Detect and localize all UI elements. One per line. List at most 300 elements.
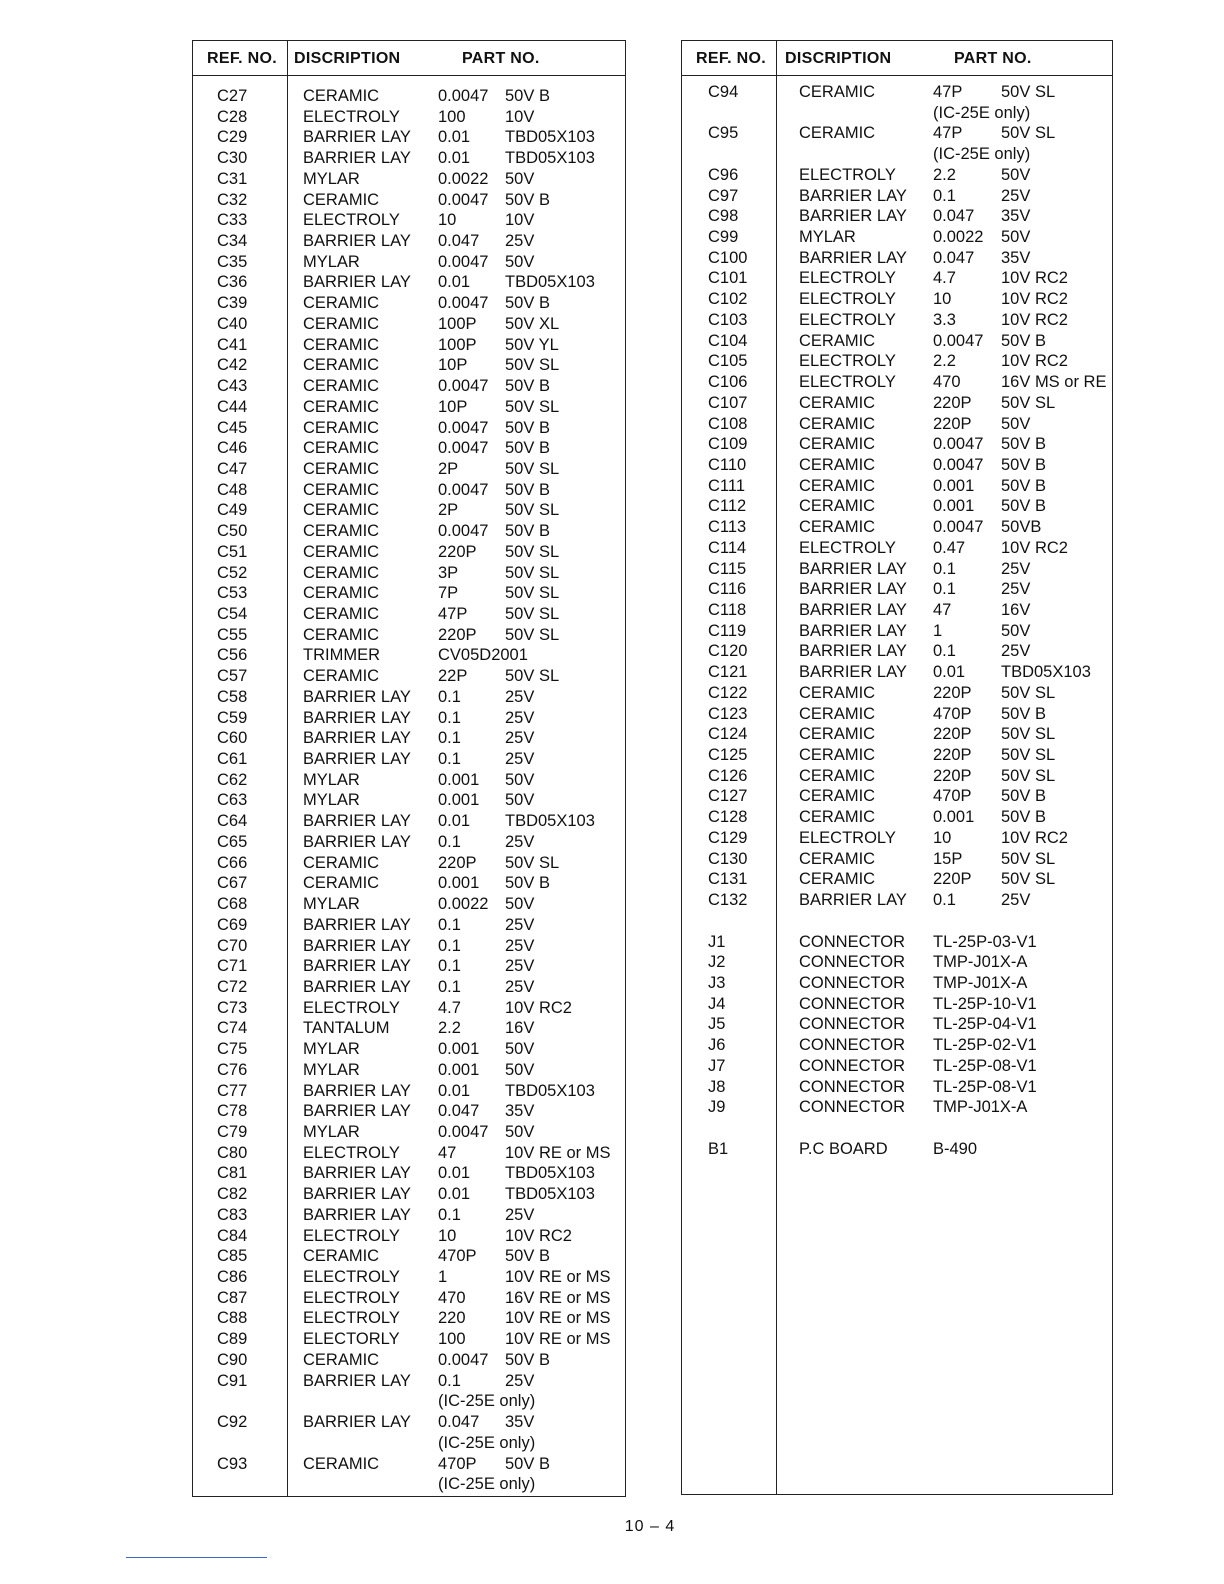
- spec-cell: 50V SL: [505, 853, 560, 872]
- ref-no-cell: C125: [708, 746, 748, 765]
- description-cell: ELECTROLY: [303, 107, 400, 126]
- spec-cell: 50V SL: [1001, 83, 1056, 101]
- ref-no-cell: C49: [217, 501, 248, 520]
- value-cell: 100: [438, 107, 466, 126]
- value-cell: 2.2: [933, 165, 956, 184]
- ref-no-cell: J3: [708, 973, 726, 992]
- value-cell: 0.1: [933, 891, 956, 910]
- value-cell: 10: [438, 1226, 457, 1245]
- value-cell: CV05D2001: [438, 646, 528, 665]
- description-cell: TRIMMER: [303, 646, 380, 665]
- ref-no-cell: C129: [708, 828, 748, 847]
- spec-cell: 50V: [1001, 414, 1031, 433]
- ref-no-cell: C44: [217, 397, 248, 416]
- spec-cell: 35V: [1001, 207, 1031, 226]
- description-cell: BARRIER LAY: [799, 891, 907, 910]
- spec-cell: 16V: [505, 1019, 535, 1038]
- value-cell: 220P: [438, 853, 477, 872]
- description-cell: CERAMIC: [799, 725, 876, 744]
- value-cell: 0.1: [438, 1371, 461, 1390]
- value-cell: 100: [438, 1330, 466, 1349]
- spec-cell: TBD05X103: [1001, 663, 1091, 682]
- description-cell: CERAMIC: [303, 439, 380, 458]
- value-cell: 0.0047: [438, 1350, 489, 1369]
- ref-no-cell: C121: [708, 663, 748, 682]
- value-cell: TL-25P-04-V1: [933, 1015, 1037, 1034]
- description-cell: ELECTROLY: [303, 1268, 400, 1287]
- value-cell: 1: [438, 1268, 448, 1287]
- description-cell: CERAMIC: [303, 314, 380, 333]
- ref-no-cell: C112: [708, 497, 747, 516]
- ref-no-cell: C34: [217, 232, 248, 251]
- description-cell: BARRIER LAY: [303, 1081, 411, 1100]
- spec-cell: 25V: [1001, 891, 1031, 910]
- value-cell: 220P: [933, 683, 972, 702]
- description-cell: ELECTROLY: [799, 310, 896, 329]
- description-cell: CERAMIC: [303, 1454, 380, 1473]
- description-cell: BARRIER LAY: [303, 729, 411, 748]
- value-cell: 0.0022: [438, 895, 489, 914]
- ref-no-cell: C65: [217, 832, 248, 851]
- spec-cell: 25V: [1001, 580, 1031, 599]
- spec-cell: 50V: [505, 895, 535, 914]
- description-cell: BARRIER LAY: [799, 248, 907, 267]
- description-cell: BARRIER LAY: [303, 232, 411, 251]
- value-cell: 0.001: [438, 791, 480, 810]
- description-cell: BARRIER LAY: [303, 1371, 411, 1390]
- value-cell: (IC-25E only): [438, 1433, 536, 1452]
- header-part-no: PART NO.: [954, 50, 1032, 67]
- column-divider: [287, 41, 288, 1496]
- value-cell: 0.1: [438, 729, 461, 748]
- description-cell: BARRIER LAY: [799, 663, 907, 682]
- ref-no-cell: C33: [217, 211, 248, 230]
- description-cell: BARRIER LAY: [303, 1164, 411, 1183]
- value-cell: 0.1: [438, 957, 461, 976]
- spec-cell: 50V B: [1001, 476, 1046, 495]
- description-cell: P.C BOARD: [799, 1139, 888, 1158]
- spec-cell: 10V RE or MS: [505, 1268, 611, 1287]
- ref-no-cell: C107: [708, 393, 748, 412]
- ref-no-cell: C126: [708, 766, 748, 785]
- description-cell: CERAMIC: [303, 542, 380, 561]
- value-cell: 100P: [438, 314, 477, 333]
- value-cell: B-490: [933, 1139, 978, 1158]
- value-cell: 0.001: [438, 1060, 480, 1079]
- value-cell: 470: [933, 373, 961, 392]
- ref-no-cell: C108: [708, 414, 748, 433]
- ref-no-cell: C91: [217, 1371, 248, 1390]
- value-cell: 0.1: [438, 750, 461, 769]
- value-cell: 0.0047: [438, 480, 489, 499]
- spec-cell: 25V: [505, 832, 535, 851]
- ref-no-cell: C89: [217, 1330, 248, 1349]
- value-cell: TL-25P-08-V1: [933, 1077, 1037, 1096]
- spec-cell: 35V: [1001, 248, 1031, 267]
- ref-no-cell: C46: [217, 439, 248, 458]
- spec-cell: 50V B: [1001, 455, 1046, 474]
- ref-no-cell: C61: [217, 750, 248, 769]
- spec-cell: 50V B: [1001, 497, 1046, 516]
- table-header: [682, 41, 1112, 76]
- description-cell: CERAMIC: [303, 522, 380, 541]
- spec-cell: 50V SL: [1001, 124, 1056, 143]
- description-cell: CERAMIC: [303, 853, 380, 872]
- spec-cell: 25V: [505, 708, 535, 727]
- description-cell: BARRIER LAY: [303, 936, 411, 955]
- spec-cell: 50V B: [505, 1350, 550, 1369]
- description-cell: MYLAR: [799, 228, 856, 247]
- spec-cell: 50V B: [505, 522, 550, 541]
- ref-no-cell: C119: [708, 621, 747, 640]
- ref-no-cell: C63: [217, 791, 248, 810]
- ref-no-cell: J1: [708, 932, 726, 951]
- description-cell: CERAMIC: [799, 766, 876, 785]
- description-cell: BARRIER LAY: [799, 559, 907, 578]
- value-cell: 0.001: [438, 770, 480, 789]
- spec-cell: 50V: [505, 791, 535, 810]
- spec-cell: 35V: [505, 1413, 535, 1432]
- value-cell: 2.2: [438, 1019, 461, 1038]
- description-cell: CERAMIC: [303, 335, 380, 354]
- description-cell: CONNECTOR: [799, 1098, 906, 1117]
- ref-no-cell: C116: [708, 580, 747, 599]
- spec-cell: TBD05X103: [505, 1081, 595, 1100]
- ref-no-cell: C110: [708, 455, 747, 474]
- value-cell: 0.0047: [438, 190, 489, 209]
- ref-no-cell: C93: [217, 1454, 248, 1473]
- spec-cell: 50V B: [505, 1247, 550, 1266]
- value-cell: 0.001: [933, 808, 975, 827]
- value-cell: 10: [933, 290, 952, 309]
- description-cell: BARRIER LAY: [799, 186, 907, 205]
- spec-cell: TBD05X103: [505, 1164, 595, 1183]
- ref-no-cell: C70: [217, 936, 248, 955]
- spec-cell: 50V SL: [505, 625, 560, 644]
- value-cell: 0.1: [933, 559, 956, 578]
- description-cell: CERAMIC: [799, 83, 876, 101]
- spec-cell: 35V: [505, 1102, 535, 1121]
- value-cell: 0.001: [438, 1040, 480, 1059]
- value-cell: 0.1: [933, 642, 956, 661]
- ref-no-cell: C50: [217, 522, 248, 541]
- ref-no-cell: C69: [217, 915, 248, 934]
- description-cell: CERAMIC: [303, 459, 380, 478]
- value-cell: 0.1: [438, 708, 461, 727]
- description-cell: CONNECTOR: [799, 1036, 906, 1055]
- value-cell: 0.0047: [438, 522, 489, 541]
- description-cell: MYLAR: [303, 895, 360, 914]
- ref-no-cell: C102: [708, 290, 748, 309]
- ref-no-cell: C71: [217, 957, 248, 976]
- ref-no-cell: C57: [217, 667, 248, 686]
- ref-no-cell: C94: [708, 83, 739, 101]
- description-cell: CERAMIC: [303, 377, 380, 396]
- ref-no-cell: C55: [217, 625, 248, 644]
- spec-cell: 50V: [505, 1060, 535, 1079]
- spec-cell: 50V SL: [1001, 870, 1056, 889]
- spec-cell: 50VB: [1001, 518, 1042, 537]
- ref-no-cell: C31: [217, 169, 248, 188]
- description-cell: MYLAR: [303, 169, 360, 188]
- description-cell: ELECTROLY: [303, 1309, 400, 1328]
- ref-no-cell: C36: [217, 273, 248, 292]
- parts-table-left: [192, 40, 626, 1497]
- ref-no-cell: C118: [708, 601, 747, 619]
- value-cell: 0.1: [438, 687, 461, 706]
- spec-cell: 50V YL: [505, 335, 559, 354]
- value-cell: TL-25P-10-V1: [933, 994, 1037, 1013]
- header-ref-no: REF. NO.: [696, 50, 766, 67]
- ref-no-cell: J4: [708, 994, 726, 1013]
- ref-no-cell: C59: [217, 708, 248, 727]
- ref-no-cell: C47: [217, 459, 248, 478]
- value-cell: 4.7: [933, 269, 956, 288]
- ref-no-cell: C42: [217, 356, 248, 375]
- description-cell: MYLAR: [303, 252, 360, 271]
- spec-cell: TBD05X103: [505, 273, 595, 292]
- spec-cell: 50V B: [505, 874, 550, 893]
- spec-cell: 50V B: [505, 439, 550, 458]
- value-cell: 0.01: [438, 1164, 471, 1183]
- ref-no-cell: C80: [217, 1143, 248, 1162]
- description-cell: BARRIER LAY: [303, 1102, 411, 1121]
- description-cell: CERAMIC: [799, 455, 876, 474]
- spec-cell: 16V RE or MS: [505, 1288, 611, 1307]
- ref-no-cell: C86: [217, 1268, 248, 1287]
- ref-no-cell: C53: [217, 584, 248, 603]
- ref-no-cell: C132: [708, 891, 748, 910]
- spec-cell: 25V: [505, 936, 535, 955]
- value-cell: 470P: [438, 1454, 477, 1473]
- description-cell: CERAMIC: [799, 476, 876, 495]
- description-cell: BARRIER LAY: [303, 149, 411, 168]
- description-cell: BARRIER LAY: [303, 1185, 411, 1204]
- description-cell: ELECTROLY: [303, 211, 400, 230]
- value-cell: 10P: [438, 356, 468, 375]
- ref-no-cell: C115: [708, 559, 747, 578]
- ref-no-cell: C92: [217, 1413, 248, 1432]
- ref-no-cell: C74: [217, 1019, 248, 1038]
- value-cell: 0.1: [933, 580, 956, 599]
- spec-cell: 25V: [1001, 642, 1031, 661]
- value-cell: TL-25P-02-V1: [933, 1036, 1037, 1055]
- ref-no-cell: C81: [217, 1164, 248, 1183]
- description-cell: CERAMIC: [799, 849, 876, 868]
- ref-no-cell: C113: [708, 518, 747, 537]
- ref-no-cell: C124: [708, 725, 748, 744]
- value-cell: 0.0047: [933, 435, 984, 454]
- ref-no-cell: C84: [217, 1226, 248, 1245]
- ref-no-cell: C98: [708, 207, 739, 226]
- description-cell: CERAMIC: [799, 124, 876, 143]
- value-cell: 3.3: [933, 310, 956, 329]
- ref-no-cell: C127: [708, 787, 748, 806]
- ref-no-cell: C43: [217, 377, 248, 396]
- description-cell: CERAMIC: [303, 605, 380, 623]
- spec-cell: 50V B: [1001, 808, 1046, 827]
- header-description: DISCRIPTION: [294, 50, 401, 67]
- description-cell: ELECTROLY: [303, 1226, 400, 1245]
- spec-cell: 50V SL: [505, 563, 560, 582]
- column-divider: [776, 41, 777, 1494]
- spec-cell: 25V: [505, 729, 535, 748]
- ref-no-cell: C35: [217, 252, 248, 271]
- value-cell: 7P: [438, 584, 459, 603]
- ref-no-cell: B1: [708, 1139, 729, 1158]
- spec-cell: 10V RC2: [505, 998, 572, 1017]
- value-cell: 0.0047: [438, 87, 489, 105]
- value-cell: 220P: [933, 725, 972, 744]
- description-cell: CERAMIC: [303, 397, 380, 416]
- value-cell: 0.01: [438, 273, 471, 292]
- ref-no-cell: C130: [708, 849, 748, 868]
- ref-no-cell: C40: [217, 314, 248, 333]
- value-cell: (IC-25E only): [933, 145, 1031, 164]
- spec-cell: 50V: [505, 252, 535, 271]
- value-cell: (IC-25E only): [933, 103, 1031, 122]
- spec-cell: 25V: [1001, 186, 1031, 205]
- description-cell: CERAMIC: [303, 1247, 380, 1266]
- spec-cell: 10V RC2: [505, 1226, 572, 1245]
- value-cell: 100P: [438, 335, 477, 354]
- parts-table-right: [681, 40, 1113, 1495]
- value-cell: 0.047: [933, 207, 975, 226]
- spec-cell: 10V RE or MS: [505, 1309, 611, 1328]
- spec-cell: 50V B: [505, 418, 550, 437]
- ref-no-cell: J8: [708, 1077, 726, 1096]
- value-cell: 10: [933, 828, 952, 847]
- description-cell: BARRIER LAY: [303, 1205, 411, 1224]
- spec-cell: 10V: [505, 211, 535, 230]
- ref-no-cell: C56: [217, 646, 248, 665]
- ref-no-cell: C64: [217, 812, 248, 831]
- description-cell: CERAMIC: [799, 393, 876, 412]
- spec-cell: 50V B: [1001, 704, 1046, 723]
- description-cell: BARRIER LAY: [303, 957, 411, 976]
- description-cell: CERAMIC: [799, 331, 876, 350]
- spec-cell: TBD05X103: [505, 812, 595, 831]
- value-cell: 0.1: [438, 915, 461, 934]
- spec-cell: 10V RC2: [1001, 538, 1068, 557]
- value-cell: 470: [438, 1288, 466, 1307]
- ref-no-cell: C32: [217, 190, 248, 209]
- description-cell: BARRIER LAY: [303, 832, 411, 851]
- ref-no-cell: C58: [217, 687, 248, 706]
- ref-no-cell: J9: [708, 1098, 726, 1117]
- value-cell: 220P: [933, 870, 972, 889]
- ref-no-cell: C62: [217, 770, 248, 789]
- value-cell: 0.0047: [933, 518, 984, 537]
- ref-no-cell: C76: [217, 1060, 248, 1079]
- description-cell: BARRIER LAY: [303, 708, 411, 727]
- spec-cell: 10V RC2: [1001, 828, 1068, 847]
- value-cell: 0.047: [438, 1102, 480, 1121]
- ref-no-cell: C28: [217, 107, 248, 126]
- value-cell: 3P: [438, 563, 459, 582]
- description-cell: MYLAR: [303, 1060, 360, 1079]
- ref-no-cell: C29: [217, 128, 248, 147]
- ref-no-cell: C87: [217, 1288, 248, 1307]
- table-header: [193, 41, 625, 76]
- ref-no-cell: C128: [708, 808, 748, 827]
- spec-cell: 50V B: [1001, 435, 1046, 454]
- value-cell: 470P: [438, 1247, 477, 1266]
- description-cell: CONNECTOR: [799, 994, 906, 1013]
- description-cell: BARRIER LAY: [303, 977, 411, 996]
- value-cell: 220P: [933, 414, 972, 433]
- spec-cell: 10V RC2: [1001, 352, 1068, 371]
- value-cell: TL-25P-08-V1: [933, 1056, 1037, 1075]
- ref-no-cell: J2: [708, 953, 726, 972]
- spec-cell: 50V SL: [505, 667, 560, 686]
- value-cell: 0.01: [438, 812, 471, 831]
- spec-cell: 50V: [1001, 165, 1031, 184]
- description-cell: CONNECTOR: [799, 1077, 906, 1096]
- spec-cell: 10V RC2: [1001, 290, 1068, 309]
- description-cell: ELECTROLY: [799, 269, 896, 288]
- ref-no-cell: C79: [217, 1123, 248, 1141]
- spec-cell: 25V: [505, 1371, 535, 1390]
- description-cell: CERAMIC: [799, 746, 876, 765]
- value-cell: 0.0047: [438, 377, 489, 396]
- value-cell: 0.0022: [933, 228, 984, 247]
- description-cell: ELECTROLY: [303, 1288, 400, 1307]
- value-cell: 0.0047: [438, 252, 489, 271]
- value-cell: 220P: [933, 766, 972, 785]
- description-cell: CONNECTOR: [799, 1056, 906, 1075]
- spec-cell: 25V: [505, 1205, 535, 1224]
- ref-no-cell: C41: [217, 335, 248, 354]
- ref-no-cell: C103: [708, 310, 748, 329]
- description-cell: CERAMIC: [303, 294, 380, 313]
- value-cell: 1: [933, 621, 943, 640]
- ref-no-cell: C122: [708, 683, 748, 702]
- description-cell: BARRIER LAY: [303, 812, 411, 831]
- value-cell: 0.001: [438, 874, 480, 893]
- description-cell: CERAMIC: [303, 625, 380, 644]
- description-cell: BARRIER LAY: [799, 580, 907, 599]
- value-cell: 0.0047: [438, 1123, 489, 1141]
- ref-no-cell: C27: [217, 87, 248, 105]
- description-cell: CERAMIC: [303, 356, 380, 375]
- value-cell: (IC-25E only): [438, 1475, 536, 1494]
- value-cell: 220P: [933, 393, 972, 412]
- spec-cell: 25V: [505, 957, 535, 976]
- description-cell: CERAMIC: [799, 414, 876, 433]
- description-cell: MYLAR: [303, 1123, 360, 1141]
- ref-no-cell: C101: [708, 269, 748, 288]
- spec-cell: 50V: [505, 169, 535, 188]
- spec-cell: 50V B: [505, 377, 550, 396]
- value-cell: 0.0047: [438, 418, 489, 437]
- spec-cell: 50V B: [505, 294, 550, 313]
- spec-cell: 50V SL: [1001, 725, 1056, 744]
- description-cell: ELECTROLY: [799, 290, 896, 309]
- description-cell: ELECTROLY: [799, 352, 896, 371]
- description-cell: BARRIER LAY: [303, 273, 411, 292]
- value-cell: 0.1: [438, 1205, 461, 1224]
- description-cell: CERAMIC: [799, 704, 876, 723]
- description-cell: ELECTROLY: [799, 538, 896, 557]
- ref-no-cell: C82: [217, 1185, 248, 1204]
- spec-cell: 50V SL: [505, 605, 560, 623]
- ref-no-cell: C48: [217, 480, 248, 499]
- ref-no-cell: J6: [708, 1036, 726, 1055]
- value-cell: 47: [438, 1143, 457, 1162]
- ref-no-cell: C109: [708, 435, 748, 454]
- description-cell: BARRIER LAY: [799, 207, 907, 226]
